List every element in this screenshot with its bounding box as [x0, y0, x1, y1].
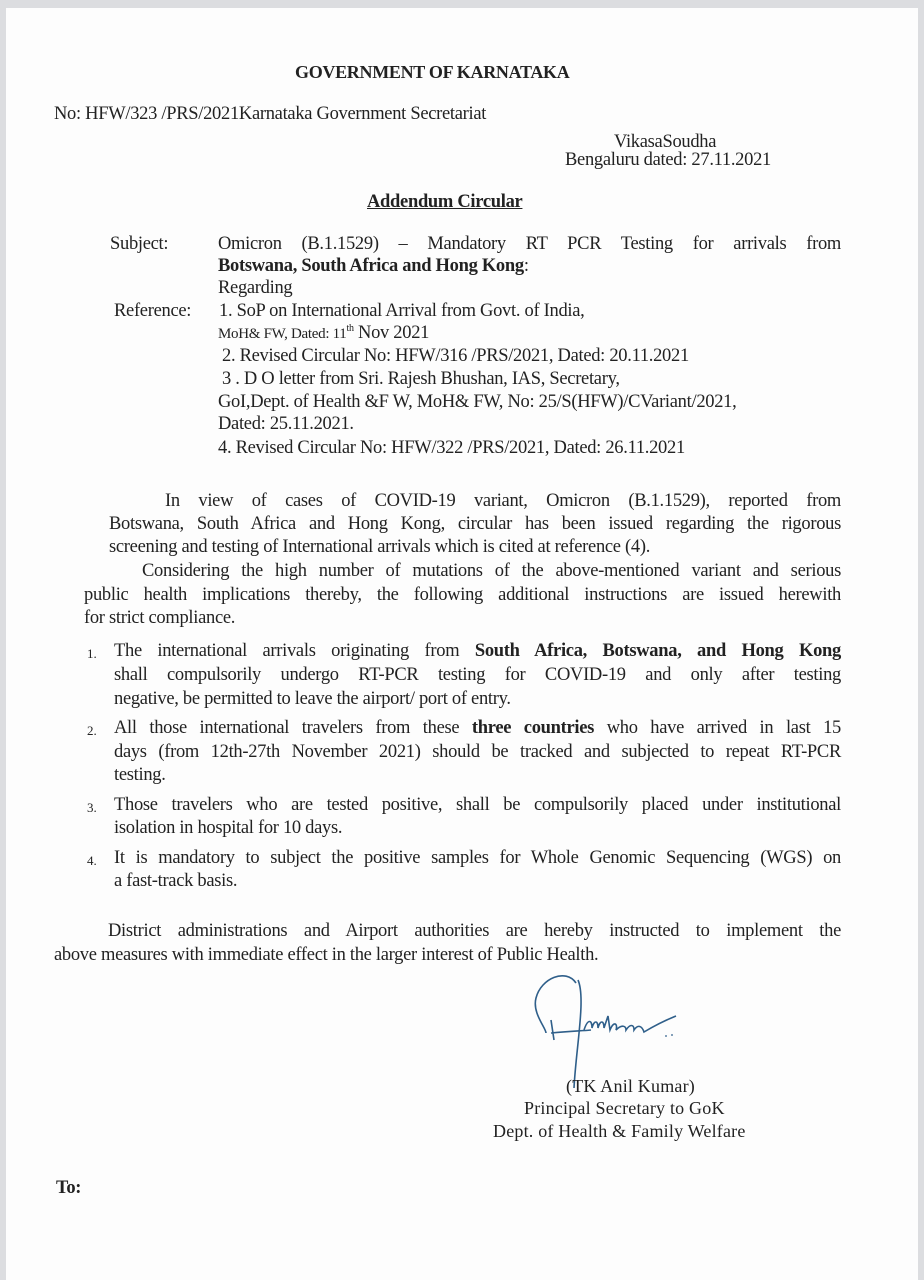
closing-line-1: District administrations and Airport authorities are hereby instructed to implement the — [108, 921, 841, 941]
reference-number: No: HFW/323 /PRS/2021Karnataka Government Secretariat — [54, 104, 487, 124]
dated: Bengaluru dated: 27.11.2021 — [565, 150, 771, 170]
para1-line-3: screening and testing of International arrivals which is cited at reference (4). — [109, 537, 651, 557]
instruction-1-line-1: The international arrivals originating from South Africa, Botswana, and Hong Kong — [114, 641, 841, 661]
reference-2: 2. Revised Circular No: HFW/316 /PRS/2021, Dated: 20.11.2021 — [222, 346, 689, 366]
subject-line-3: Regarding — [218, 278, 293, 298]
reference-1-line-1: 1. SoP on International Arrival from Govt. of India, — [219, 301, 585, 321]
instruction-2-line-3: testing. — [114, 765, 166, 785]
para2-line-3: for strict compliance. — [84, 608, 236, 628]
instruction-1-line-3: negative, be permitted to leave the airport/ port of entry. — [114, 689, 511, 709]
para2-line-1: Considering the high number of mutations of the above-mentioned variant and serious — [142, 561, 841, 581]
subject-line-1: Omicron (B.1.1529) – Mandatory RT PCR Testing for arrivals from — [218, 234, 841, 254]
subject-label: Subject: — [110, 234, 169, 254]
subject-countries: Botswana, South Africa and Hong Kong — [218, 256, 524, 276]
instruction-1-line-2: shall compulsorily undergo RT-PCR testing for COVID-19 and only after testing — [114, 665, 841, 685]
instruction-3-line-1: Those travelers who are tested positive, shall be compulsorily placed under institutional — [114, 795, 841, 815]
para1-line-2: Botswana, South Africa and Hong Kong, circular has been issued regarding the rigorous — [109, 514, 841, 534]
instruction-2-line-1: All those international travelers from these three countries who have arrived in last 15 — [114, 718, 841, 738]
reference-1-line-2: MoH& FW, Dated: 11th Nov 2021 — [218, 323, 430, 343]
reference-3-line-2: GoI,Dept. of Health &F W, MoH& FW, No: 25/S(HFW)/CVariant/2021, — [218, 392, 737, 412]
instruction-2-line-2: days (from 12th-27th November 2021) should be tracked and subjected to repeat RT-PCR — [114, 742, 841, 762]
reference-4: 4. Revised Circular No: HFW/322 /PRS/2021, Dated: 26.11.2021 — [218, 438, 685, 458]
instruction-4-number: 4. — [87, 853, 97, 868]
circular-title: Addendum Circular — [367, 192, 523, 212]
signatory-name: (TK Anil Kumar) — [566, 1076, 695, 1096]
instruction-3-number: 3. — [87, 800, 97, 815]
instruction-4-line-2: a fast-track basis. — [114, 871, 238, 891]
instruction-4-line-1: It is mandatory to subject the positive samples for Whole Genomic Sequencing (WGS) on — [114, 848, 841, 868]
document-page — [6, 8, 918, 1280]
signature-icon — [526, 958, 746, 1088]
place: VikasaSoudha — [614, 132, 717, 152]
closing-line-2: above measures with immediate effect in the larger interest of Public Health. — [54, 945, 599, 965]
para1-line-1: In view of cases of COVID-19 variant, Omicron (B.1.1529), reported from — [165, 491, 841, 511]
government-title: GOVERNMENT OF KARNATAKA — [295, 62, 570, 82]
reference-3-line-3: Dated: 25.11.2021. — [218, 414, 354, 434]
signatory-designation: Principal Secretary to GoK — [524, 1098, 725, 1118]
to-label: To: — [56, 1178, 82, 1198]
subject-line-2: Botswana, South Africa and Hong Kong: — [218, 256, 529, 276]
para2-line-2: public health implications thereby, the following additional instructions are issued herewith — [84, 585, 841, 605]
instruction-2-number: 2. — [87, 723, 97, 738]
signatory-department: Dept. of Health & Family Welfare — [493, 1121, 746, 1141]
instruction-1-number: 1. — [87, 646, 97, 661]
instruction-3-line-2: isolation in hospital for 10 days. — [114, 818, 343, 838]
reference-3-line-1: 3 . D O letter from Sri. Rajesh Bhushan, IAS, Secretary, — [222, 369, 620, 389]
reference-label: Reference: — [114, 301, 192, 321]
